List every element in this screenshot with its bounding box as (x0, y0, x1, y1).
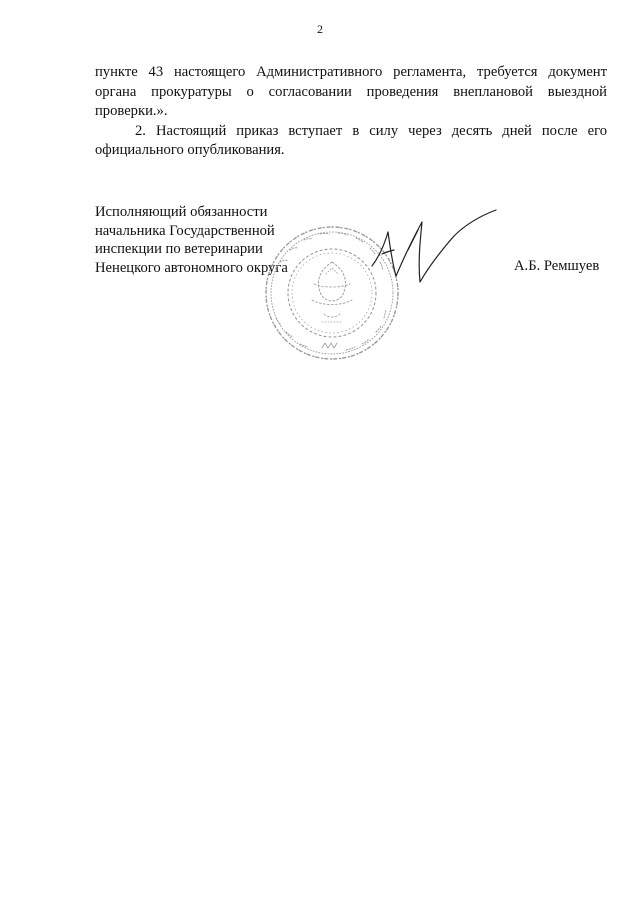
paragraph-continuation: пункте 43 настоящего Административного регламента, требуется документ органа прокуратуры о согласовании проведения внеплановой выездной проверки.». (95, 64, 607, 119)
signer-name: А.Б. Ремшуев (514, 258, 600, 274)
page-number: 2 (317, 22, 323, 36)
document-body (95, 63, 607, 161)
signatory-title-line: начальника Государственной (95, 222, 275, 239)
paragraph-item-2: 2. Настоящий приказ вступает в силу через десять дней после его официального опубликования. (95, 122, 607, 158)
signatory-title-line: Исполняющий обязанности (95, 204, 268, 220)
signatory-title-line: Ненецкого автономного округа (95, 259, 288, 276)
signatory-title-line: инспекции по ветеринарии (95, 241, 263, 257)
handwritten-signature (368, 206, 500, 290)
